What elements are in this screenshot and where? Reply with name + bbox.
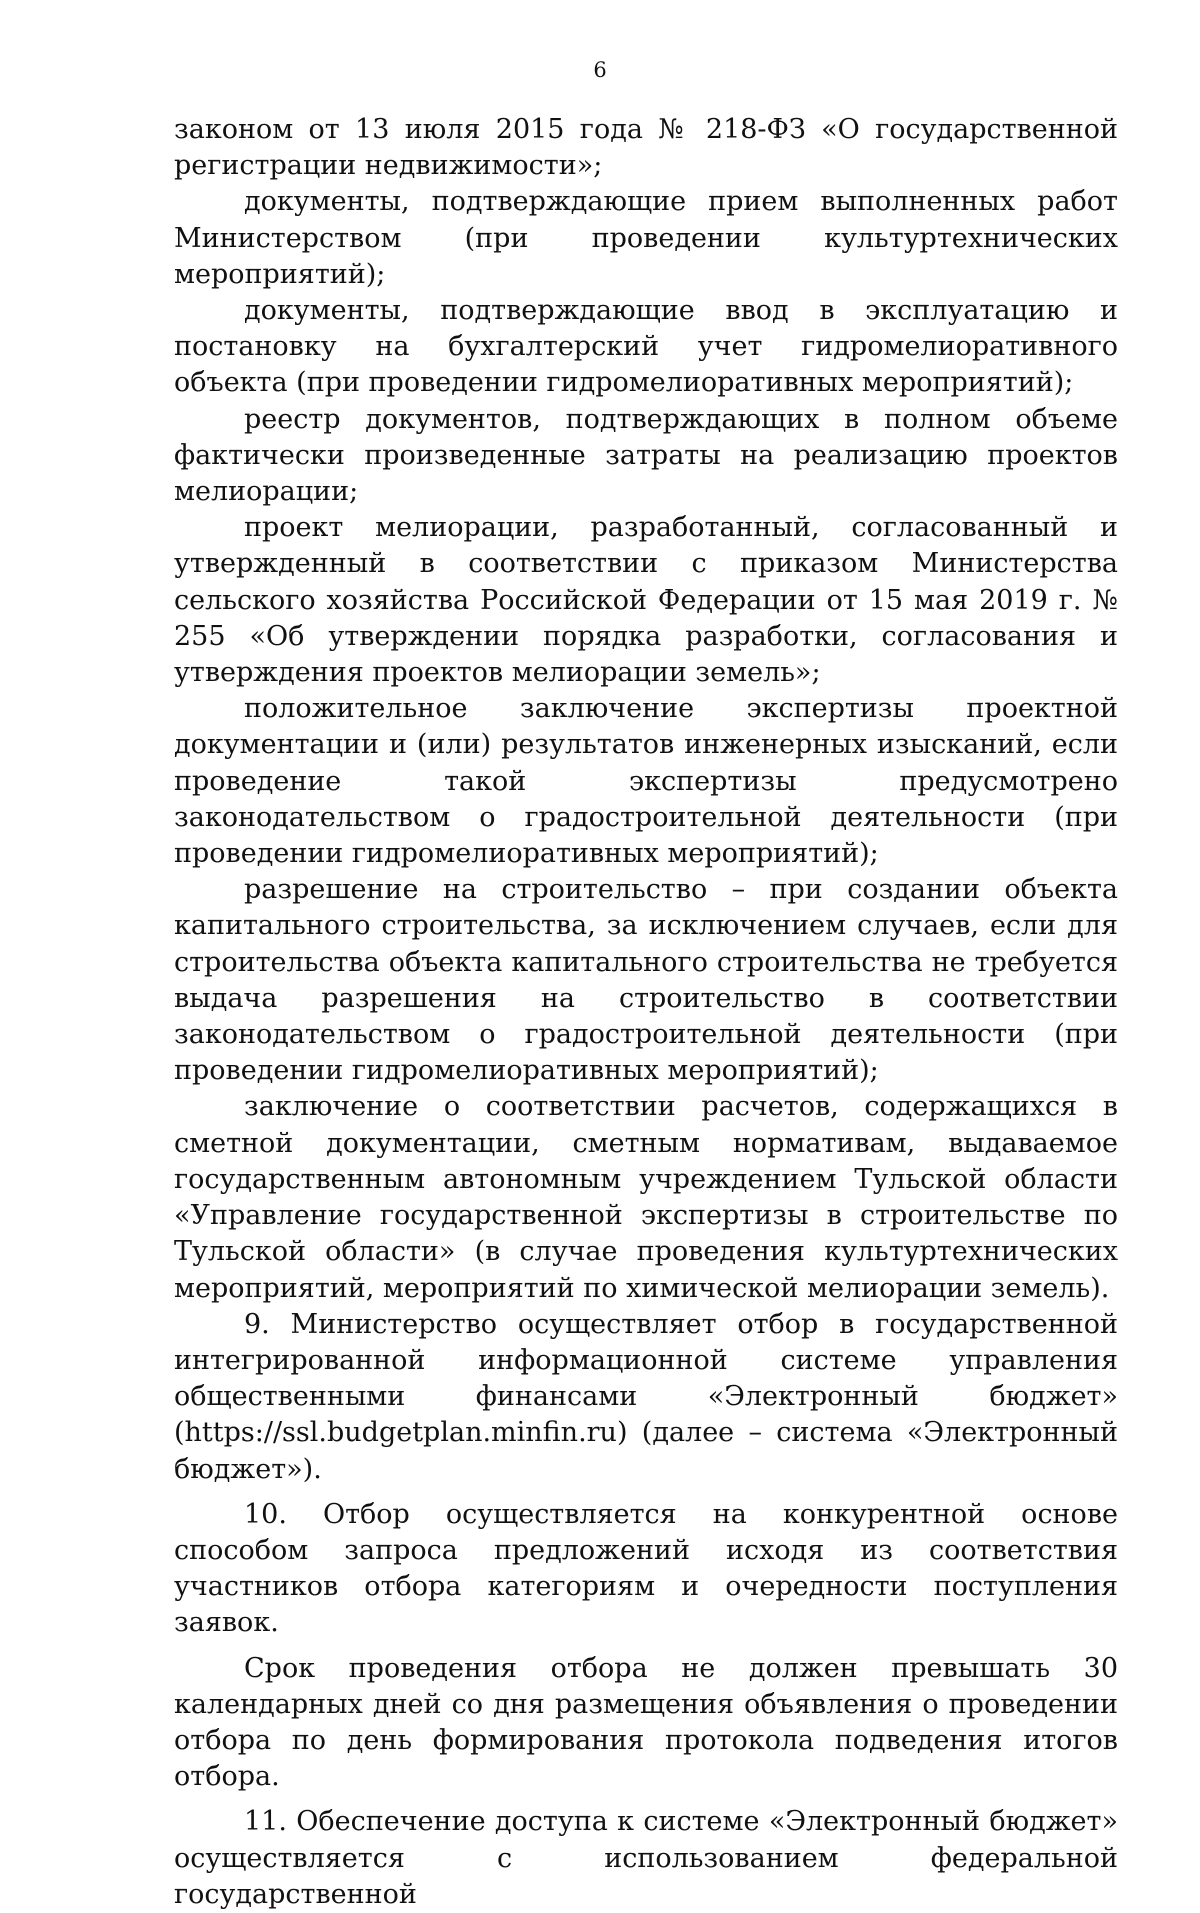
paragraph-selection-term: Срок проведения отбора не должен превышать 30 календарных дней со дня размещения объявления о проведении отбора по день формирования протокола подведения итогов отбора. bbox=[174, 1652, 1118, 1793]
paragraph-registration-law: законом от 13 июля 2015 года № 218-ФЗ «О государственной регистрации недвижимости»; bbox=[174, 114, 1118, 182]
document-body bbox=[174, 112, 1118, 1913]
paragraph-construction-permit: разрешение на строительство – при создании объекта капитального строительства, за исключением случаев, если для строительства объекта капитального строительства не требуется выдача разрешения на строительство в соответствии законодательством о градостроительной деятельности (при проведении гидромелиоративных мероприятий); bbox=[174, 874, 1118, 1087]
paragraph-estimate-conclusion: заключение о соответствии расчетов, содержащихся в сметной документации, сметным нормативам, выдаваемое государственным автономным учреждением Тульской области «Управление государственной экспертизы в строительстве по Тульской области» (в случае проведения культуртехнических мероприятий, мероприятий по химической мелиорации земель). bbox=[174, 1091, 1118, 1304]
paragraph-commissioning-documents: документы, подтверждающие ввод в эксплуатацию и постановку на бухгалтерский учет гидромелиоративного объекта (при проведении гидромелиоративных мероприятий); bbox=[174, 295, 1118, 399]
paragraph-item-10: 10. Отбор осуществляется на конкурентной основе способом запроса предложений исходя из соответствия участников отбора категориям и очередности поступления заявок. bbox=[174, 1498, 1118, 1639]
page-number: 6 bbox=[593, 58, 607, 82]
paragraph-melioration-project: проект мелиорации, разработанный, согласованный и утвержденный в соответствии с приказом Министерства сельского хозяйства Российской Федерации от 15 мая 2019 г. № 255 «Об утверждении порядка разработки, согласования и утверждения проектов мелиорации земель»; bbox=[174, 512, 1118, 689]
paragraph-expenses-registry: реестр документов, подтверждающих в полном объеме фактически произведенные затраты на реализацию проектов мелиорации; bbox=[174, 403, 1118, 508]
paragraph-acceptance-documents: документы, подтверждающие прием выполненных работ Министерством (при проведении культуртехнических мероприятий); bbox=[174, 186, 1118, 290]
paragraph-item-9: 9. Министерство осуществляет отбор в государственной интегрированной информационной системе управления общественными финансами «Электронный бюджет» (https://ssl.budgetplan.minfin.ru) (далее – система «Электронный бюджет»). bbox=[174, 1308, 1118, 1485]
paragraph-expertise-conclusion: положительное заключение экспертизы проектной документации и (или) результатов инженерных изысканий, если проведение такой экспертизы предусмотрено законодательством о градостроительной деятельности (при проведении гидромелиоративных мероприятий); bbox=[174, 693, 1118, 870]
paragraph-item-11: 11. Обеспечение доступа к системе «Электронный бюджет» осуществляется с использованием федеральной государственной bbox=[174, 1806, 1118, 1910]
